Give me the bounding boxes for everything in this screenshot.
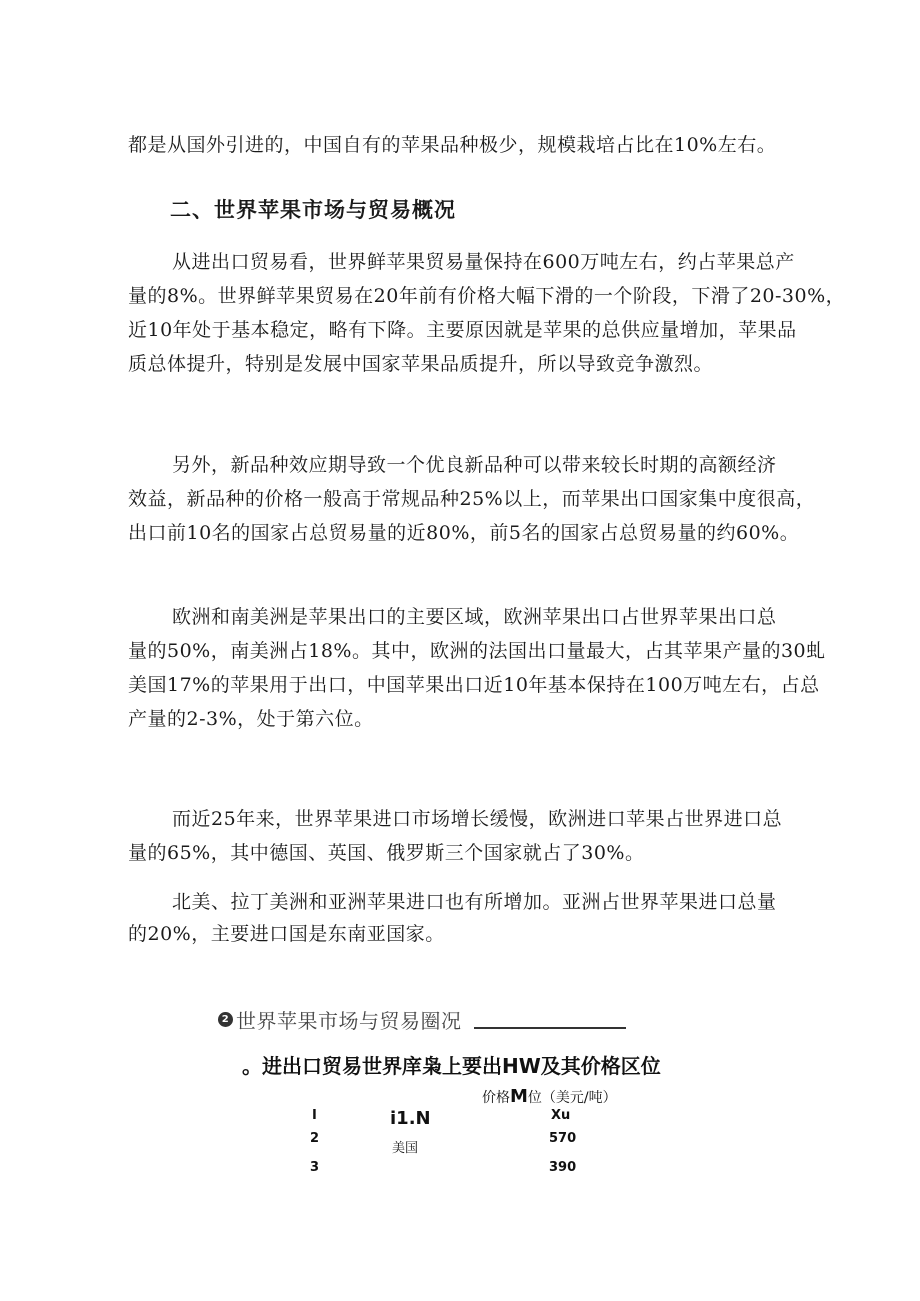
table-header-price: Xu [551, 1108, 571, 1123]
text-line: 欧洲和南美洲是苹果出口的主要区域，欧洲苹果出口占世界苹果出口总 [172, 606, 777, 628]
table-row-rank: 2 [310, 1131, 320, 1146]
table-row-price: 390 [549, 1160, 577, 1175]
price-unit-bold: M [510, 1086, 528, 1107]
text-line: 另外，新品种效应期导致一个优良新品种可以带来较长时期的高额经济 [172, 454, 777, 476]
paragraph-4 [128, 600, 826, 736]
text-line: 量的8%。世界鲜苹果贸易在20年前有价格大幅下滑的一个阶段，下滑了20-30%， [128, 285, 846, 307]
text-line: 的20%，主要进口国是东南亚国家。 [128, 923, 445, 945]
price-unit-label [482, 1086, 617, 1107]
price-unit-prefix: 价格 [482, 1090, 510, 1106]
table-header-rank: I [312, 1108, 317, 1123]
text-line: 效益，新品种的价格一般高于常规品种25%以上，而苹果出口国家集中度很高， [128, 488, 816, 510]
paragraph-2 [128, 245, 846, 381]
table-header-country: i1.N [390, 1108, 431, 1129]
table-row-country: 美国 [392, 1141, 419, 1156]
text-line: 从进出口贸易看，世界鲜苹果贸易量保持在600万吨左右，约占苹果总产 [172, 251, 795, 273]
table-row-price: 570 [549, 1131, 577, 1146]
title-underline [474, 1027, 626, 1029]
text-line: 质总体提升，特别是发展中国家苹果品质提升，所以导致竞争激烈。 [128, 353, 714, 375]
slide-title-text: 世界苹果市场与贸易圈况 [236, 1009, 462, 1033]
text-line: 近10年处于基本稳定，略有下降。主要原因就是苹果的总供应量增加，苹果品 [128, 319, 797, 341]
text-line: 都是从国外引进的，中国自有的苹果品种极少，规模栽培占比在10%左右。 [128, 134, 777, 156]
table-row-rank: 3 [310, 1160, 320, 1175]
text-line: 北美、拉丁美洲和亚洲苹果进口也有所增加。亚洲占世界苹果进口总量 [172, 891, 777, 913]
slide-title [218, 1005, 626, 1034]
paragraph-3 [128, 448, 816, 550]
text-line: 量的65%，其中德国、英国、俄罗斯三个国家就占了30%。 [128, 842, 645, 864]
paragraph-5 [128, 802, 808, 870]
text-line: 美国17%的苹果用于出口，中国苹果出口近10年基本保持在100万吨左右，占总 [128, 674, 820, 696]
slide-subtitle: 。进出口贸易世界庠枭上要出HW及其价格区位 [242, 1054, 661, 1078]
text-line: 而近25年来，世界苹果进口市场增长缓慢，欧洲进口苹果占世界进口总 [172, 808, 783, 830]
text-line: 量的50%，南美洲占18%。其中，欧洲的法国出口量最大，占其苹果产量的30虬 [128, 640, 826, 662]
section-heading: 二、世界苹果市场与贸易概况 [170, 197, 456, 222]
paragraph-1 [128, 128, 808, 162]
text-line: 产量的2-3%，处于第六位。 [128, 708, 374, 730]
paragraph-6 [128, 886, 808, 950]
price-unit-suffix: 位（美元/吨） [527, 1090, 617, 1106]
text-line: 出口前10名的国家占总贸易量的近80%，前5名的国家占总贸易量的约60%。 [128, 522, 800, 544]
number-bullet-icon: 2 [218, 1012, 233, 1027]
